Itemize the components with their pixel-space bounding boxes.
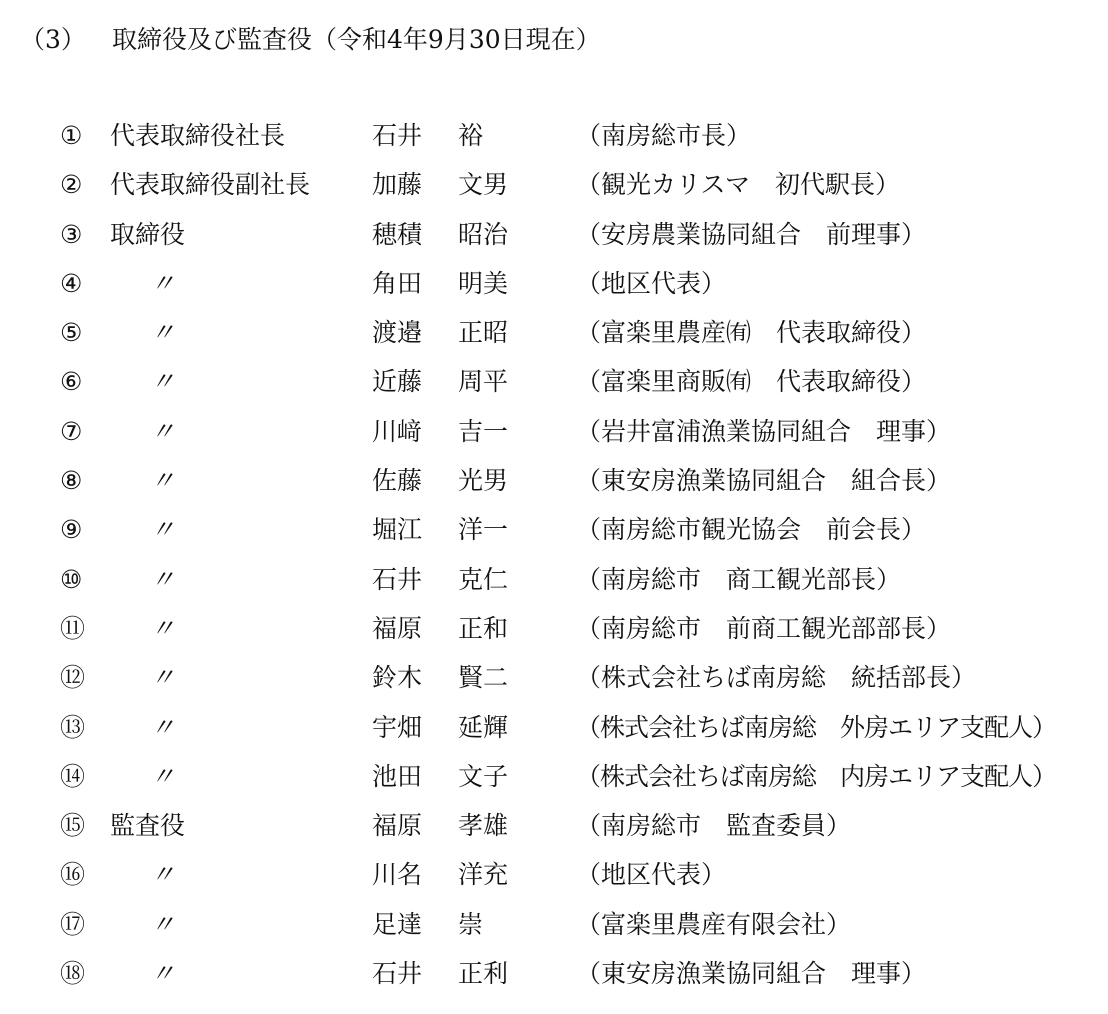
officer-number: ⑧ bbox=[60, 466, 83, 496]
officer-surname: 川名 bbox=[372, 860, 423, 890]
officer-affiliation: （安房農業協同組合 前理事） bbox=[576, 219, 927, 249]
officer-given-name: 光男 bbox=[458, 466, 509, 496]
ditto-mark: 〃 bbox=[150, 466, 176, 496]
officer-number: ④ bbox=[60, 268, 83, 298]
officer-surname: 加藤 bbox=[372, 170, 423, 200]
officer-given-name: 文子 bbox=[458, 761, 509, 791]
officer-number: ⑰ bbox=[60, 909, 86, 939]
officer-number: ⑪ bbox=[60, 613, 86, 643]
officer-number: ⑤ bbox=[60, 318, 83, 348]
officer-number: ② bbox=[60, 170, 83, 200]
officer-number: ① bbox=[60, 121, 83, 150]
officer-affiliation: （富楽里農産㈲ 代表取締役） bbox=[576, 318, 927, 348]
officer-number: ③ bbox=[60, 219, 83, 249]
officer-given-name: 正利 bbox=[458, 959, 509, 989]
ditto-mark: 〃 bbox=[150, 416, 176, 446]
officer-row bbox=[60, 905, 1100, 954]
officer-surname: 宇畑 bbox=[372, 712, 423, 742]
officer-surname: 池田 bbox=[372, 761, 423, 791]
officer-surname: 鈴木 bbox=[372, 663, 423, 693]
ditto-mark: 〃 bbox=[150, 318, 176, 348]
officer-role: 監査役 bbox=[110, 811, 186, 841]
ditto-mark: 〃 bbox=[150, 515, 176, 545]
officer-affiliation: （株式会社ちば南房総 内房エリア支配人） bbox=[576, 761, 1057, 791]
officer-surname: 角田 bbox=[372, 268, 423, 298]
officer-surname: 福原 bbox=[372, 613, 423, 643]
officer-surname: 石井 bbox=[372, 121, 423, 150]
officer-given-name: 洋一 bbox=[458, 515, 509, 545]
officer-surname: 川﨑 bbox=[372, 416, 423, 446]
officer-surname: 足達 bbox=[372, 909, 423, 939]
officer-affiliation: （観光カリスマ 初代駅長） bbox=[576, 170, 901, 200]
officer-row bbox=[60, 757, 1100, 806]
officer-affiliation: （地区代表） bbox=[576, 860, 727, 890]
officer-affiliation: （岩井富浦漁業協同組合 理事） bbox=[576, 416, 952, 446]
officer-affiliation: （南房総市 商工観光部長） bbox=[576, 564, 902, 594]
officer-given-name: 文男 bbox=[458, 170, 509, 200]
officer-affiliation: （南房総市観光協会 前会長） bbox=[576, 515, 927, 545]
officer-given-name: 崇 bbox=[458, 909, 484, 939]
officer-surname: 石井 bbox=[372, 564, 423, 594]
officer-number: ⑱ bbox=[60, 959, 86, 989]
officer-affiliation: （東安房漁業協同組合 組合長） bbox=[576, 466, 952, 496]
ditto-mark: 〃 bbox=[150, 860, 176, 890]
ditto-mark: 〃 bbox=[150, 909, 176, 939]
section-number: （3） bbox=[20, 25, 86, 54]
officer-number: ⑫ bbox=[60, 663, 86, 693]
officer-number: ⑯ bbox=[60, 860, 86, 890]
officer-surname: 石井 bbox=[372, 959, 423, 989]
officer-list bbox=[60, 116, 1100, 1003]
officer-affiliation: （富楽里商販㈲ 代表取締役） bbox=[576, 367, 927, 397]
officer-given-name: 吉一 bbox=[458, 416, 509, 446]
ditto-mark: 〃 bbox=[150, 564, 176, 594]
ditto-mark: 〃 bbox=[150, 613, 176, 643]
officer-given-name: 延輝 bbox=[458, 712, 509, 742]
officer-row bbox=[60, 412, 1100, 461]
ditto-mark: 〃 bbox=[150, 663, 176, 693]
officer-row bbox=[60, 708, 1100, 757]
officer-number: ⑮ bbox=[60, 811, 86, 841]
officer-affiliation: （株式会社ちば南房総 外房エリア支配人） bbox=[576, 712, 1057, 742]
officer-given-name: 克仁 bbox=[458, 564, 509, 594]
officer-row bbox=[60, 313, 1100, 362]
officer-affiliation: （南房総市 前商工観光部部長） bbox=[576, 613, 952, 643]
officer-role: 代表取締役副社長 bbox=[110, 170, 311, 200]
officer-surname: 堀江 bbox=[372, 515, 423, 545]
officer-affiliation: （南房総市 監査委員） bbox=[576, 811, 852, 841]
officer-number: ⑥ bbox=[60, 367, 83, 397]
section-heading bbox=[20, 22, 601, 58]
officer-given-name: 裕 bbox=[458, 121, 484, 150]
officer-row bbox=[60, 116, 1100, 165]
ditto-mark: 〃 bbox=[150, 268, 176, 298]
officer-role: 代表取締役社長 bbox=[110, 121, 286, 150]
officer-affiliation: （東安房漁業協同組合 理事） bbox=[576, 959, 927, 989]
officer-surname: 渡邉 bbox=[372, 318, 423, 348]
officer-number: ⑭ bbox=[60, 761, 86, 791]
officer-row bbox=[60, 658, 1100, 707]
officer-row bbox=[60, 461, 1100, 510]
officer-surname: 佐藤 bbox=[372, 466, 423, 496]
officer-surname: 穂積 bbox=[372, 219, 423, 249]
officer-affiliation: （株式会社ちば南房総 統括部長） bbox=[576, 663, 977, 693]
officer-row bbox=[60, 954, 1100, 1003]
officer-number: ⑩ bbox=[60, 564, 83, 594]
officer-given-name: 明美 bbox=[458, 268, 509, 298]
officer-affiliation: （南房総市長） bbox=[576, 121, 752, 150]
officer-number: ⑦ bbox=[60, 416, 83, 446]
officer-given-name: 正昭 bbox=[458, 318, 509, 348]
officer-row bbox=[60, 855, 1100, 904]
officer-row bbox=[60, 215, 1100, 264]
officer-row bbox=[60, 510, 1100, 559]
officer-row bbox=[60, 609, 1100, 658]
section-title: 取締役及び監査役（令和4年9月30日現在） bbox=[112, 25, 601, 54]
officer-surname: 福原 bbox=[372, 811, 423, 841]
officer-given-name: 正和 bbox=[458, 613, 509, 643]
officer-surname: 近藤 bbox=[372, 367, 423, 397]
officer-given-name: 賢二 bbox=[458, 663, 509, 693]
ditto-mark: 〃 bbox=[150, 712, 176, 742]
officer-row bbox=[60, 264, 1100, 313]
officer-number: ⑬ bbox=[60, 712, 86, 742]
officer-row bbox=[60, 806, 1100, 855]
ditto-mark: 〃 bbox=[150, 761, 176, 791]
officer-given-name: 周平 bbox=[458, 367, 509, 397]
officer-role: 取締役 bbox=[110, 219, 186, 249]
officer-number: ⑨ bbox=[60, 515, 83, 545]
officer-given-name: 孝雄 bbox=[458, 811, 509, 841]
officer-given-name: 昭治 bbox=[458, 219, 509, 249]
ditto-mark: 〃 bbox=[150, 959, 176, 989]
officer-affiliation: （富楽里農産有限会社） bbox=[576, 909, 852, 939]
officer-row bbox=[60, 362, 1100, 411]
ditto-mark: 〃 bbox=[150, 367, 176, 397]
officer-affiliation: （地区代表） bbox=[576, 268, 727, 298]
officer-row bbox=[60, 560, 1100, 609]
officer-row bbox=[60, 165, 1100, 214]
officer-given-name: 洋充 bbox=[458, 860, 509, 890]
